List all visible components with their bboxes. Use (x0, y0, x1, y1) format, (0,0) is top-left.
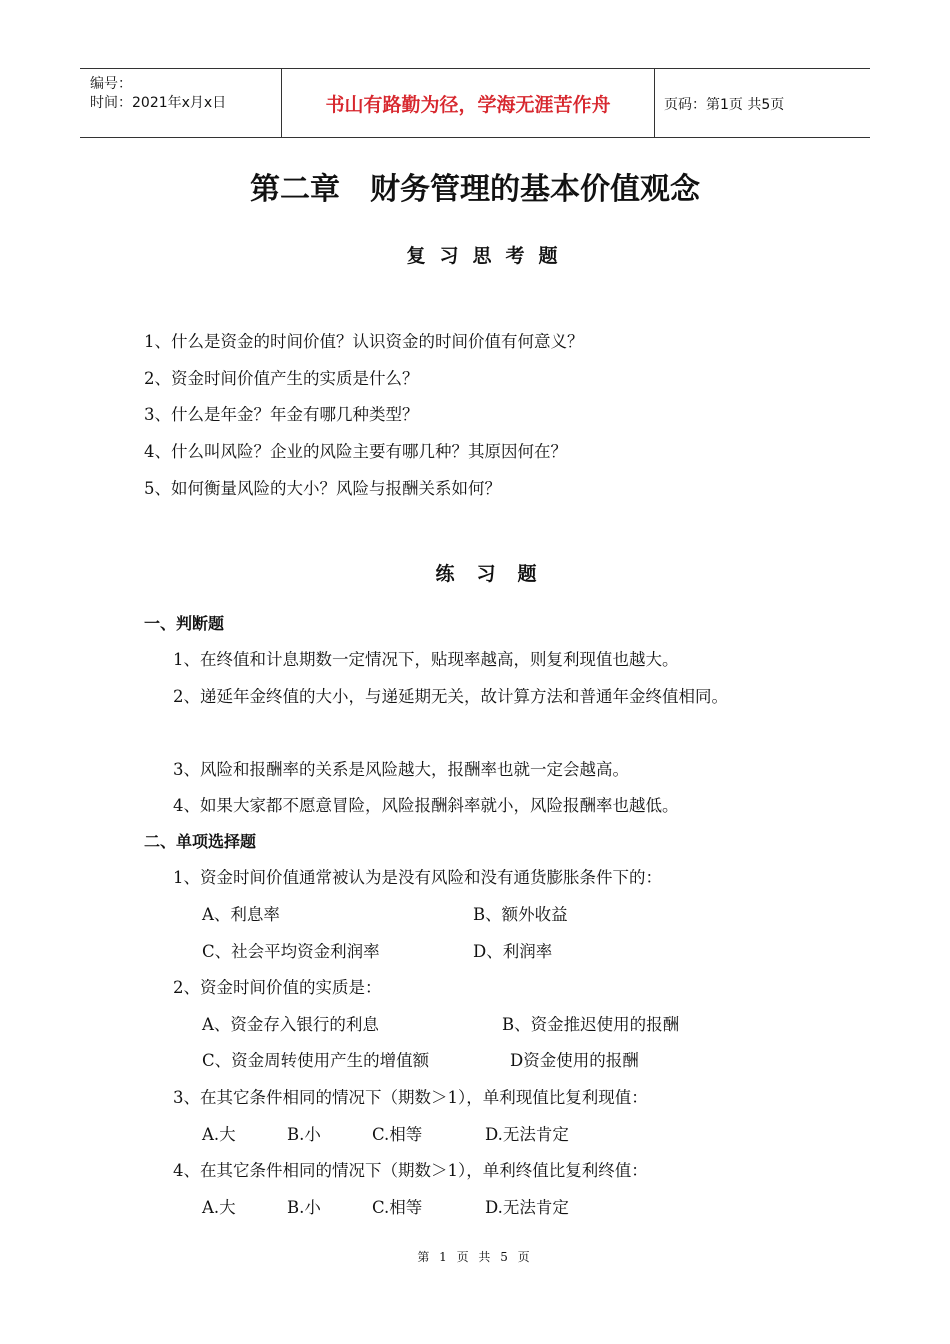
choice-option: C、资金周转使用产生的增值额 (202, 1051, 430, 1070)
chapter-title: 第二章 财务管理的基本价值观念 (250, 172, 700, 207)
header-meta-cell (80, 69, 282, 137)
choice-option: C.相等 (372, 1125, 423, 1144)
choice-question-stem: 1、资金时间价值通常被认为是没有风险和没有通货膨胀条件下的： (173, 868, 662, 887)
judgment-item: 2、递延年金终值的大小，与递延期无关，故计算方法和普通年金终值相同。 (173, 687, 728, 706)
choice-option: A.大 (202, 1198, 236, 1217)
choice-option: C.相等 (372, 1198, 423, 1217)
choice-option: D.无法肯定 (485, 1198, 569, 1217)
review-question: 2、资金时间价值产生的实质是什么？ (144, 369, 419, 388)
review-question: 4、什么叫风险？企业的风险主要有哪几种？其原因何在？ (144, 442, 567, 461)
page-footer: 第 1 页 共 5 页 (417, 1250, 533, 1264)
judgment-item: 4、如果大家都不愿意冒险，风险报酬斜率就小，风险报酬率也越低。 (173, 796, 679, 815)
review-question: 1、什么是资金的时间价值？认识资金的时间价值有何意义？ (144, 332, 584, 351)
choice-option: B.小 (287, 1198, 321, 1217)
doc-number-label: 编号： (90, 76, 132, 92)
choice-question-stem: 2、资金时间价值的实质是： (173, 978, 382, 997)
header-motto: 书山有路勤为径，学海无涯苦作舟 (282, 69, 655, 137)
choice-question-stem: 3、在其它条件相同的情况下（期数＞1），单利现值比复利现值： (173, 1088, 648, 1107)
review-question: 5、如何衡量风险的大小？风险与报酬关系如何？ (144, 479, 501, 498)
review-heading: 复习思考题 (406, 245, 572, 267)
choice-option: D、利润率 (473, 942, 553, 961)
choice-option: D资金使用的报酬 (510, 1051, 639, 1070)
single-choice-section-title: 二、单项选择题 (144, 832, 257, 851)
choice-option: C、社会平均资金利润率 (202, 942, 380, 961)
judgment-item: 1、在终值和计息期数一定情况下，贴现率越高，则复利现值也越大。 (173, 650, 679, 669)
exercises-heading: 练习题 (435, 563, 559, 585)
document-header (80, 68, 870, 138)
choice-option: B.小 (287, 1125, 321, 1144)
choice-option: B、额外收益 (473, 905, 568, 924)
doc-date: 时间：2021年x月x日 (90, 95, 227, 111)
review-question: 3、什么是年金？年金有哪几种类型？ (144, 405, 419, 424)
judgment-section-title: 一、判断题 (144, 614, 225, 633)
choice-question-stem: 4、在其它条件相同的情况下（期数＞1），单利终值比复利终值： (173, 1161, 648, 1180)
choice-option: A、利息率 (202, 905, 280, 924)
choice-option: A、资金存入银行的利息 (202, 1015, 379, 1034)
choice-option: D.无法肯定 (485, 1125, 569, 1144)
judgment-item: 3、风险和报酬率的关系是风险越大，报酬率也就一定会越高。 (173, 760, 629, 779)
choice-option: A.大 (202, 1125, 236, 1144)
choice-option: B、资金推迟使用的报酬 (502, 1015, 680, 1034)
header-page-info: 页码：第1页 共5页 (664, 97, 785, 113)
